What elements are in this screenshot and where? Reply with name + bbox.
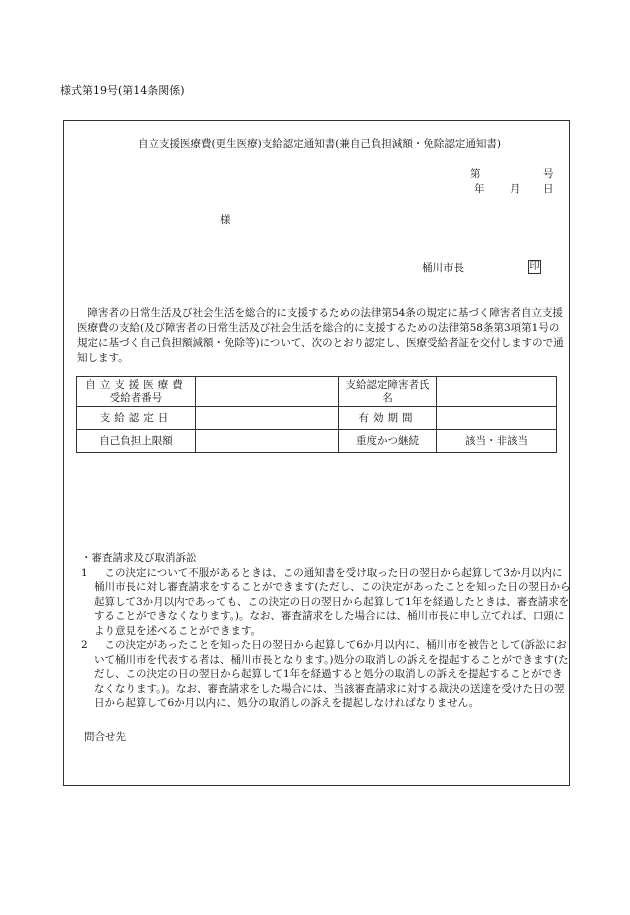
form-number: 様式第19号(第14条関係) [60, 84, 185, 97]
appeal-item-text: この決定について不服があるときは、この通知書を受け取った日の翌日から起算して3か月以内に桶川市長に対し審査請求をすることができます(ただし、この決定があったことを知った日の翌日から起算して3か月以内であっても、この決定の日の翌日から起算して1年を経過したときは、審査請求をすることができなくなります。)。なお、審査請求をした場合には、桶川市長に申し立てれば、口頭により意見を述べることができます。 [94, 566, 571, 637]
appeal-item [81, 566, 571, 639]
issuer-name: 桶川市長 [422, 262, 464, 274]
table-row [77, 377, 557, 407]
appeal-heading: ・審査請求及び取消訴訟 [81, 552, 197, 564]
doc-number-label: 第 [470, 168, 481, 180]
inquiry-label: 問合せ先 [84, 731, 126, 743]
doc-number-suffix: 号 [543, 168, 554, 180]
appeal-item-number: 2 [81, 639, 88, 651]
seal-box: 印 [529, 261, 540, 272]
addressee-honorific: 様 [220, 214, 231, 226]
start-date-cell [196, 407, 339, 430]
start-date-label: 支給認定日 [77, 407, 196, 430]
date-month-label: 月 [510, 183, 521, 195]
recipient-number-label-line1: 自立支援医療費 [85, 378, 187, 391]
recipient-number-label [77, 377, 196, 407]
copay-limit-label: 自己負担上限額 [77, 430, 196, 453]
document-title: 自立支援医療費(更生医療)支給認定通知書(兼自己負担減額・免除認定通知書) [138, 138, 501, 150]
table-row [77, 407, 557, 430]
appeal-item-text: この決定があったことを知った日の翌日から起算して6か月以内に、桶川市を被告として(訴訟において桶川市を代表する者は、桶川市長となります。)処分の取消しの訴えを提起することができます(ただし、この決定の日の翌日から起算して1年を経過すると処分の取消しの訴えを提起することができなくなります。)。なお、審査請求をした場合には、当該審査請求に対する裁決の送達を受けた日の翌日から起算して6か月以内に、処分の取消しの訴えを提起しなければなりません。 [94, 639, 569, 709]
appeal-item [81, 638, 571, 711]
recipient-number-label-line2: 受給者番号 [109, 391, 163, 404]
notice-body [77, 306, 567, 366]
appeal-section [81, 551, 571, 711]
severe-continuous-label: 重度かつ継続 [339, 430, 437, 453]
notice-body-text: 障害者の日常生活及び社会生活を総合的に支援するための法律第54条の規定に基づく障害者自立支援医療費の支給(及び障害者の日常生活及び社会生活を総合的に支援するための法律第58条第3項第1号の規定に基づく自己負担額減額・免除等)について、次のとおり認定し、医療受給者証を交付しますので通知します。 [77, 307, 564, 364]
recipient-number-cell [196, 377, 339, 407]
appeal-item-number: 1 [81, 566, 88, 579]
date-day-label: 日 [543, 183, 554, 195]
date-year-label: 年 [474, 183, 485, 195]
holder-name-label: 支給認定障害者氏名 [339, 377, 437, 407]
valid-period-label: 有効期間 [339, 407, 437, 430]
copay-limit-cell [196, 430, 339, 453]
certification-table [76, 376, 557, 453]
holder-name-cell [437, 377, 557, 407]
table-row [77, 430, 557, 453]
valid-period-cell [437, 407, 557, 430]
severe-continuous-value: 該当・非該当 [437, 430, 557, 453]
